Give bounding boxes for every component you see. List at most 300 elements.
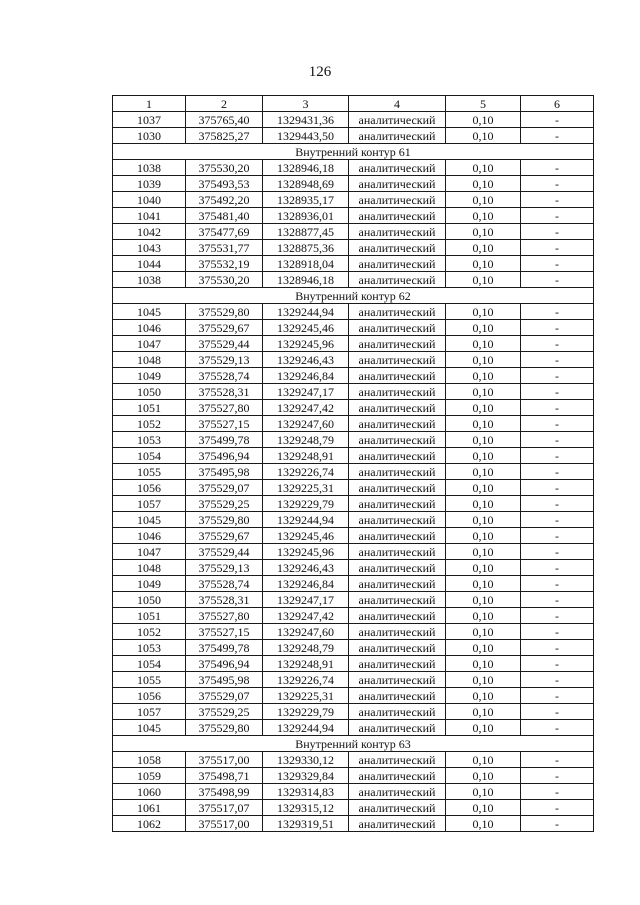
table-cell: аналитический: [349, 512, 446, 528]
table-cell: 1039: [113, 176, 186, 192]
table-cell: 1044: [113, 256, 186, 272]
table-cell: -: [521, 608, 594, 624]
table-cell: -: [521, 304, 594, 320]
table-cell: 375527,80: [186, 608, 263, 624]
table-cell: аналитический: [349, 240, 446, 256]
table-row: [113, 320, 594, 336]
table-row: [113, 704, 594, 720]
table-row: [113, 800, 594, 816]
table-cell: 0,10: [446, 320, 521, 336]
table-cell: 0,10: [446, 160, 521, 176]
table-cell: 375529,44: [186, 336, 263, 352]
table-row: [113, 784, 594, 800]
table-cell: 375531,77: [186, 240, 263, 256]
table-cell: 375825,27: [186, 128, 263, 144]
table-cell: 375528,74: [186, 576, 263, 592]
table-cell: 1329319,51: [263, 816, 349, 832]
table-cell: 1329247,60: [263, 624, 349, 640]
table-cell: 0,10: [446, 672, 521, 688]
table-cell: аналитический: [349, 688, 446, 704]
table-cell: 0,10: [446, 416, 521, 432]
table-cell: аналитический: [349, 800, 446, 816]
table-cell: -: [521, 816, 594, 832]
table-cell: 1038: [113, 160, 186, 176]
table-cell: 375477,69: [186, 224, 263, 240]
table-cell: 0,10: [446, 256, 521, 272]
table-cell: 1328918,04: [263, 256, 349, 272]
table-cell: 0,10: [446, 784, 521, 800]
table-cell: 0,10: [446, 224, 521, 240]
table-cell: -: [521, 656, 594, 672]
table-cell: 375495,98: [186, 672, 263, 688]
table-cell: 1329247,60: [263, 416, 349, 432]
header-cell: 5: [446, 96, 521, 112]
table-cell: аналитический: [349, 384, 446, 400]
table-cell: 1328946,18: [263, 272, 349, 288]
table-cell: аналитический: [349, 272, 446, 288]
table-cell: 375498,99: [186, 784, 263, 800]
table-cell: 1052: [113, 416, 186, 432]
table-cell: аналитический: [349, 304, 446, 320]
table-cell: 0,10: [446, 800, 521, 816]
section-title: Внутренний контур 63: [113, 736, 594, 752]
table-cell: 375496,94: [186, 448, 263, 464]
table-cell: 1050: [113, 384, 186, 400]
table-cell: 0,10: [446, 336, 521, 352]
table-row: [113, 224, 594, 240]
table-cell: -: [521, 208, 594, 224]
table-cell: 0,10: [446, 608, 521, 624]
table-cell: -: [521, 640, 594, 656]
table-row: [113, 560, 594, 576]
table-row: [113, 400, 594, 416]
table-cell: 1329248,79: [263, 432, 349, 448]
table-cell: 1055: [113, 672, 186, 688]
table-row: [113, 160, 594, 176]
table-row: [113, 512, 594, 528]
table-cell: 0,10: [446, 560, 521, 576]
table-cell: 375528,31: [186, 592, 263, 608]
table-cell: 0,10: [446, 176, 521, 192]
table-row: [113, 576, 594, 592]
table-cell: -: [521, 768, 594, 784]
table-cell: аналитический: [349, 576, 446, 592]
table-row: [113, 432, 594, 448]
table-cell: 0,10: [446, 720, 521, 736]
table-cell: 1041: [113, 208, 186, 224]
table-cell: 375529,80: [186, 304, 263, 320]
table-row: [113, 352, 594, 368]
table-cell: -: [521, 176, 594, 192]
table-cell: 375529,80: [186, 512, 263, 528]
table-cell: аналитический: [349, 656, 446, 672]
table-row: [113, 256, 594, 272]
table-cell: 0,10: [446, 464, 521, 480]
table-row: [113, 112, 594, 128]
table-cell: 1057: [113, 496, 186, 512]
table-cell: 375495,98: [186, 464, 263, 480]
table-cell: 0,10: [446, 656, 521, 672]
table-cell: аналитический: [349, 336, 446, 352]
table-cell: -: [521, 496, 594, 512]
table-cell: 375528,74: [186, 368, 263, 384]
table-cell: -: [521, 320, 594, 336]
table-cell: -: [521, 224, 594, 240]
table-row: [113, 448, 594, 464]
table-cell: 375499,78: [186, 640, 263, 656]
table-row: [113, 672, 594, 688]
table-cell: аналитический: [349, 448, 446, 464]
header-cell: 1: [113, 96, 186, 112]
table-cell: 375529,07: [186, 688, 263, 704]
table-cell: аналитический: [349, 544, 446, 560]
table-cell: 1046: [113, 320, 186, 336]
table-row: [113, 528, 594, 544]
table-cell: аналитический: [349, 208, 446, 224]
table-cell: 375529,25: [186, 496, 263, 512]
table-cell: 1329245,46: [263, 528, 349, 544]
table-cell: 1329247,42: [263, 400, 349, 416]
table-cell: 1059: [113, 768, 186, 784]
table-cell: 0,10: [446, 240, 521, 256]
table-cell: аналитический: [349, 224, 446, 240]
table-cell: 0,10: [446, 272, 521, 288]
table-cell: аналитический: [349, 432, 446, 448]
page-number: 126: [308, 64, 332, 80]
table-row: [113, 688, 594, 704]
table-cell: 375517,00: [186, 752, 263, 768]
table-cell: 0,10: [446, 624, 521, 640]
table-cell: 375530,20: [186, 272, 263, 288]
table-row: [113, 816, 594, 832]
table-cell: 1053: [113, 640, 186, 656]
table-row: [113, 656, 594, 672]
table-cell: -: [521, 752, 594, 768]
table-cell: аналитический: [349, 160, 446, 176]
table-cell: 1054: [113, 656, 186, 672]
table-cell: -: [521, 544, 594, 560]
table-cell: 1049: [113, 368, 186, 384]
table-cell: 375481,40: [186, 208, 263, 224]
table-cell: 1329247,42: [263, 608, 349, 624]
table-cell: аналитический: [349, 816, 446, 832]
table-cell: 1329246,43: [263, 352, 349, 368]
table-cell: 1057: [113, 704, 186, 720]
table-row: [113, 240, 594, 256]
table-cell: 1045: [113, 512, 186, 528]
table-cell: 375527,15: [186, 624, 263, 640]
table-cell: 0,10: [446, 384, 521, 400]
table-cell: аналитический: [349, 592, 446, 608]
table-body: [113, 96, 594, 832]
table-cell: аналитический: [349, 528, 446, 544]
table-cell: -: [521, 576, 594, 592]
table-cell: 1329330,12: [263, 752, 349, 768]
table-cell: 1048: [113, 560, 186, 576]
table-cell: 1043: [113, 240, 186, 256]
table-cell: 0,10: [446, 752, 521, 768]
table-cell: 0,10: [446, 576, 521, 592]
table-cell: 375527,80: [186, 400, 263, 416]
table-cell: 0,10: [446, 448, 521, 464]
table-cell: -: [521, 272, 594, 288]
table-cell: 1329245,96: [263, 336, 349, 352]
table-cell: аналитический: [349, 784, 446, 800]
table-row: [113, 608, 594, 624]
table-row: [113, 368, 594, 384]
header-cell: 3: [263, 96, 349, 112]
table-cell: -: [521, 448, 594, 464]
table-cell: 1053: [113, 432, 186, 448]
table-cell: аналитический: [349, 480, 446, 496]
table-cell: 0,10: [446, 704, 521, 720]
table-cell: аналитический: [349, 128, 446, 144]
table-cell: 1329248,79: [263, 640, 349, 656]
table-cell: 1037: [113, 112, 186, 128]
table-cell: аналитический: [349, 768, 446, 784]
section-row: [113, 736, 594, 752]
table-cell: -: [521, 464, 594, 480]
table-cell: аналитический: [349, 752, 446, 768]
table-cell: 0,10: [446, 400, 521, 416]
table-cell: 1329226,74: [263, 672, 349, 688]
table-cell: аналитический: [349, 704, 446, 720]
table-cell: 1054: [113, 448, 186, 464]
table-cell: 375493,53: [186, 176, 263, 192]
table-cell: 1056: [113, 480, 186, 496]
coordinates-table: [112, 95, 594, 832]
table-cell: -: [521, 432, 594, 448]
section-row: [113, 144, 594, 160]
table-cell: 1328875,36: [263, 240, 349, 256]
table-cell: -: [521, 512, 594, 528]
table-cell: 1329244,94: [263, 720, 349, 736]
table-cell: аналитический: [349, 496, 446, 512]
table-cell: 1329248,91: [263, 656, 349, 672]
table-cell: -: [521, 240, 594, 256]
table-row: [113, 416, 594, 432]
table-cell: 1329229,79: [263, 704, 349, 720]
table-cell: 1049: [113, 576, 186, 592]
table-cell: 1048: [113, 352, 186, 368]
table-cell: 1058: [113, 752, 186, 768]
table-cell: -: [521, 784, 594, 800]
table-header-row: [113, 96, 594, 112]
table-cell: 1328877,45: [263, 224, 349, 240]
table-cell: аналитический: [349, 112, 446, 128]
table-cell: 0,10: [446, 496, 521, 512]
table-cell: 1328935,17: [263, 192, 349, 208]
table-cell: 1329248,91: [263, 448, 349, 464]
table-cell: 1329247,17: [263, 592, 349, 608]
section-row: [113, 288, 594, 304]
table-cell: 1038: [113, 272, 186, 288]
table-cell: 375529,44: [186, 544, 263, 560]
table-cell: 1329315,12: [263, 800, 349, 816]
table-cell: 1046: [113, 528, 186, 544]
table-cell: 375496,94: [186, 656, 263, 672]
header-cell: 2: [186, 96, 263, 112]
table-cell: 1329244,94: [263, 512, 349, 528]
table-cell: 375498,71: [186, 768, 263, 784]
table-cell: -: [521, 480, 594, 496]
table-cell: -: [521, 560, 594, 576]
table-row: [113, 336, 594, 352]
table-row: [113, 768, 594, 784]
table-cell: 375529,25: [186, 704, 263, 720]
table-cell: 375517,00: [186, 816, 263, 832]
table-row: [113, 208, 594, 224]
table-cell: 375765,40: [186, 112, 263, 128]
table-row: [113, 592, 594, 608]
table-cell: 0,10: [446, 432, 521, 448]
table-cell: -: [521, 128, 594, 144]
table-cell: 0,10: [446, 304, 521, 320]
table-cell: 375517,07: [186, 800, 263, 816]
table-cell: 0,10: [446, 768, 521, 784]
table-cell: 1328936,01: [263, 208, 349, 224]
table-cell: -: [521, 384, 594, 400]
table-cell: -: [521, 368, 594, 384]
table-row: [113, 384, 594, 400]
table-row: [113, 624, 594, 640]
table-cell: 1329314,83: [263, 784, 349, 800]
table-cell: 1329245,46: [263, 320, 349, 336]
header-cell: 4: [349, 96, 446, 112]
table-row: [113, 192, 594, 208]
table-cell: аналитический: [349, 368, 446, 384]
table-cell: 375529,13: [186, 560, 263, 576]
table-row: [113, 272, 594, 288]
table-row: [113, 176, 594, 192]
table-cell: 1051: [113, 400, 186, 416]
table-cell: 1055: [113, 464, 186, 480]
table-cell: 0,10: [446, 368, 521, 384]
table-cell: -: [521, 352, 594, 368]
table-cell: 1050: [113, 592, 186, 608]
table-cell: 1329329,84: [263, 768, 349, 784]
table-cell: 1328946,18: [263, 160, 349, 176]
table-cell: 375529,13: [186, 352, 263, 368]
table-cell: 0,10: [446, 480, 521, 496]
table-cell: 0,10: [446, 592, 521, 608]
table-cell: 1045: [113, 304, 186, 320]
table-cell: 375532,19: [186, 256, 263, 272]
table-cell: 1030: [113, 128, 186, 144]
table-cell: 1056: [113, 688, 186, 704]
table-cell: 1329245,96: [263, 544, 349, 560]
table-cell: аналитический: [349, 560, 446, 576]
table-cell: 1052: [113, 624, 186, 640]
table-cell: -: [521, 624, 594, 640]
table-cell: аналитический: [349, 464, 446, 480]
table-cell: 375529,07: [186, 480, 263, 496]
table-cell: 1329443,50: [263, 128, 349, 144]
table-cell: аналитический: [349, 720, 446, 736]
table-cell: -: [521, 416, 594, 432]
table-cell: 0,10: [446, 640, 521, 656]
table-cell: 1329226,74: [263, 464, 349, 480]
table-cell: -: [521, 720, 594, 736]
section-title: Внутренний контур 61: [113, 144, 594, 160]
table-cell: 1329225,31: [263, 688, 349, 704]
table-cell: 375530,20: [186, 160, 263, 176]
table-cell: -: [521, 400, 594, 416]
table-cell: 1329246,84: [263, 576, 349, 592]
table-cell: 0,10: [446, 128, 521, 144]
table-cell: 1329225,31: [263, 480, 349, 496]
table-cell: 375529,80: [186, 720, 263, 736]
table-cell: 1062: [113, 816, 186, 832]
table-cell: 375529,67: [186, 528, 263, 544]
table-cell: 1040: [113, 192, 186, 208]
table-cell: аналитический: [349, 624, 446, 640]
table-cell: -: [521, 160, 594, 176]
table-cell: -: [521, 192, 594, 208]
table-cell: аналитический: [349, 400, 446, 416]
table-cell: -: [521, 256, 594, 272]
table-cell: 0,10: [446, 688, 521, 704]
table-cell: -: [521, 672, 594, 688]
table-cell: аналитический: [349, 640, 446, 656]
table-cell: 1061: [113, 800, 186, 816]
table-cell: аналитический: [349, 352, 446, 368]
table-cell: 1329246,43: [263, 560, 349, 576]
table-cell: 1328948,69: [263, 176, 349, 192]
table-cell: аналитический: [349, 256, 446, 272]
table-cell: 1045: [113, 720, 186, 736]
table-cell: 1329229,79: [263, 496, 349, 512]
table-cell: 0,10: [446, 816, 521, 832]
table-cell: 1060: [113, 784, 186, 800]
table-cell: 1329244,94: [263, 304, 349, 320]
table-cell: 375527,15: [186, 416, 263, 432]
table-cell: аналитический: [349, 176, 446, 192]
table-cell: -: [521, 592, 594, 608]
table-row: [113, 480, 594, 496]
table-cell: аналитический: [349, 608, 446, 624]
table-cell: 1329246,84: [263, 368, 349, 384]
table-cell: 1047: [113, 336, 186, 352]
table-row: [113, 720, 594, 736]
table-cell: 1051: [113, 608, 186, 624]
table-cell: 0,10: [446, 352, 521, 368]
table-row: [113, 640, 594, 656]
table-row: [113, 464, 594, 480]
table-cell: аналитический: [349, 672, 446, 688]
table-cell: 1329247,17: [263, 384, 349, 400]
table-cell: 1047: [113, 544, 186, 560]
table-cell: аналитический: [349, 192, 446, 208]
table-cell: 375529,67: [186, 320, 263, 336]
table-row: [113, 128, 594, 144]
table-cell: 0,10: [446, 208, 521, 224]
table-cell: аналитический: [349, 320, 446, 336]
table-cell: -: [521, 688, 594, 704]
table-row: [113, 496, 594, 512]
table-row: [113, 752, 594, 768]
table-cell: 0,10: [446, 112, 521, 128]
header-cell: 6: [521, 96, 594, 112]
table-cell: -: [521, 112, 594, 128]
section-title: Внутренний контур 62: [113, 288, 594, 304]
table-cell: 1329431,36: [263, 112, 349, 128]
table-cell: аналитический: [349, 416, 446, 432]
table-cell: 1042: [113, 224, 186, 240]
table-row: [113, 304, 594, 320]
table-cell: 0,10: [446, 192, 521, 208]
table-cell: -: [521, 704, 594, 720]
